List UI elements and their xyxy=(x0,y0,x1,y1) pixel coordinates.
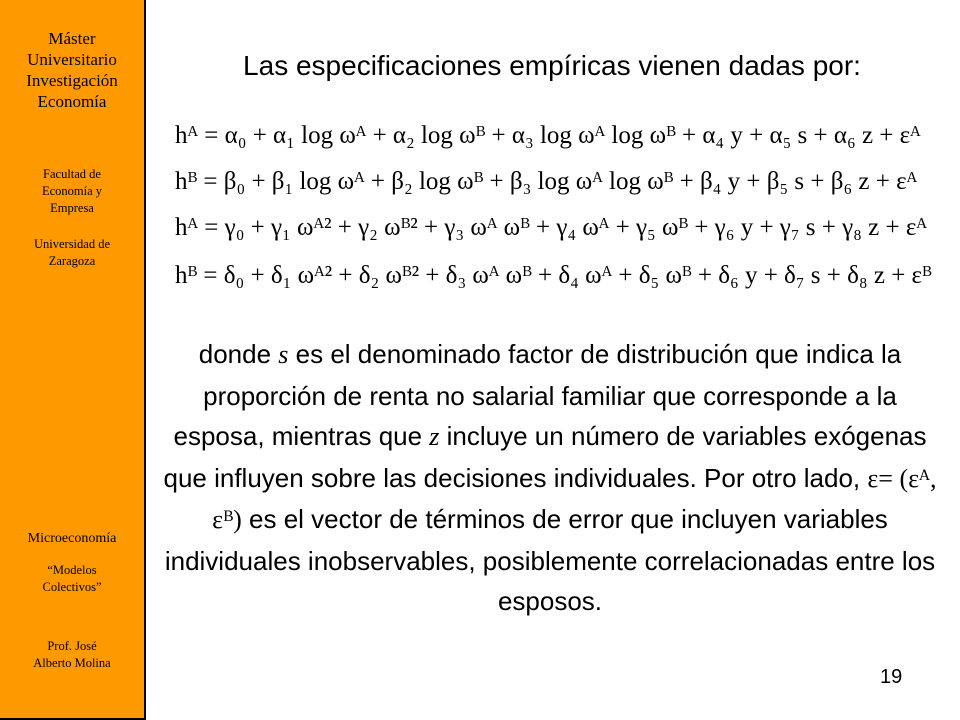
program-title-line: Investigación xyxy=(26,71,118,90)
equation-4: hᴮ = δ₀ + δ₁ ωᴬ² + δ₂ ωᴮ² + δ₃ ωᴬ ωᴮ + δ₄ ωᴬ + δ₅ ωᴮ + δ₆ y + δ₇ s + δ₈ z + εᴮ xyxy=(175,262,932,289)
paragraph-text: es el denominado factor de distribución que indica la proporción de renta no salarial familiar que corresponde a la esposa, mientras que xyxy=(173,339,902,451)
university-name xyxy=(0,236,144,270)
professor-line: Alberto Molina xyxy=(33,656,111,670)
z-symbol: z xyxy=(429,422,440,451)
equation-2: hᴮ = β₀ + β₁ log ωᴬ + β₂ log ωᴮ + β₃ log ωᴬ log ωᴮ + β₄ y + β₅ s + β₆ z + εᴬ xyxy=(175,168,918,195)
paragraph-text: donde xyxy=(198,339,279,369)
program-title-line: Máster xyxy=(48,29,96,48)
sidebar xyxy=(0,0,146,720)
professor-line: Prof. José xyxy=(47,639,97,653)
course-topic xyxy=(0,562,144,596)
faculty-name xyxy=(0,166,144,217)
page-number: 19 xyxy=(880,666,903,688)
course-name: Microeconomía xyxy=(27,531,117,546)
slide-heading: Las especificaciones empíricas vienen dadas por: xyxy=(243,50,861,81)
faculty-line: Facultad de xyxy=(43,167,101,181)
equation-1: hᴬ = α₀ + α₁ log ωᴬ + α₂ log ωᴮ + α₃ log ωᴬ log ωᴮ + α₄ y + α₅ s + α₆ z + εᴬ xyxy=(175,122,921,149)
paragraph-text: incluye un número de variables exógenas que influyen sobre las decisiones individuales. Por otro lado, xyxy=(163,421,927,493)
program-title-line: Economía xyxy=(37,92,107,111)
program-title-line: Universitario xyxy=(27,50,117,69)
university-line: Universidad de xyxy=(33,237,111,251)
professor-name xyxy=(0,638,144,672)
faculty-line: Economía y xyxy=(41,184,103,198)
course-topic-line: Colectivos” xyxy=(42,580,102,594)
paragraph-text: es el vector de términos de error que incluyen variables individuales inobservables, posiblemente correlacionadas entre los esposos. xyxy=(164,504,936,616)
explanation-paragraph xyxy=(160,334,940,622)
faculty-line: Empresa xyxy=(50,201,94,215)
course-topic-line: “Modelos xyxy=(47,563,97,577)
university-line: Zaragoza xyxy=(48,254,96,268)
program-title xyxy=(0,28,144,112)
s-symbol: s xyxy=(278,340,289,369)
epsilon-vector: ε= (εᴬ, εᴮ) xyxy=(212,463,937,534)
equation-3: hᴬ = γ₀ + γ₁ ωᴬ² + γ₂ ωᴮ² + γ₃ ωᴬ ωᴮ + γ₄ ωᴬ + γ₅ ωᴮ + γ₆ y + γ₇ s + γ₈ z + εᴬ xyxy=(175,214,927,241)
